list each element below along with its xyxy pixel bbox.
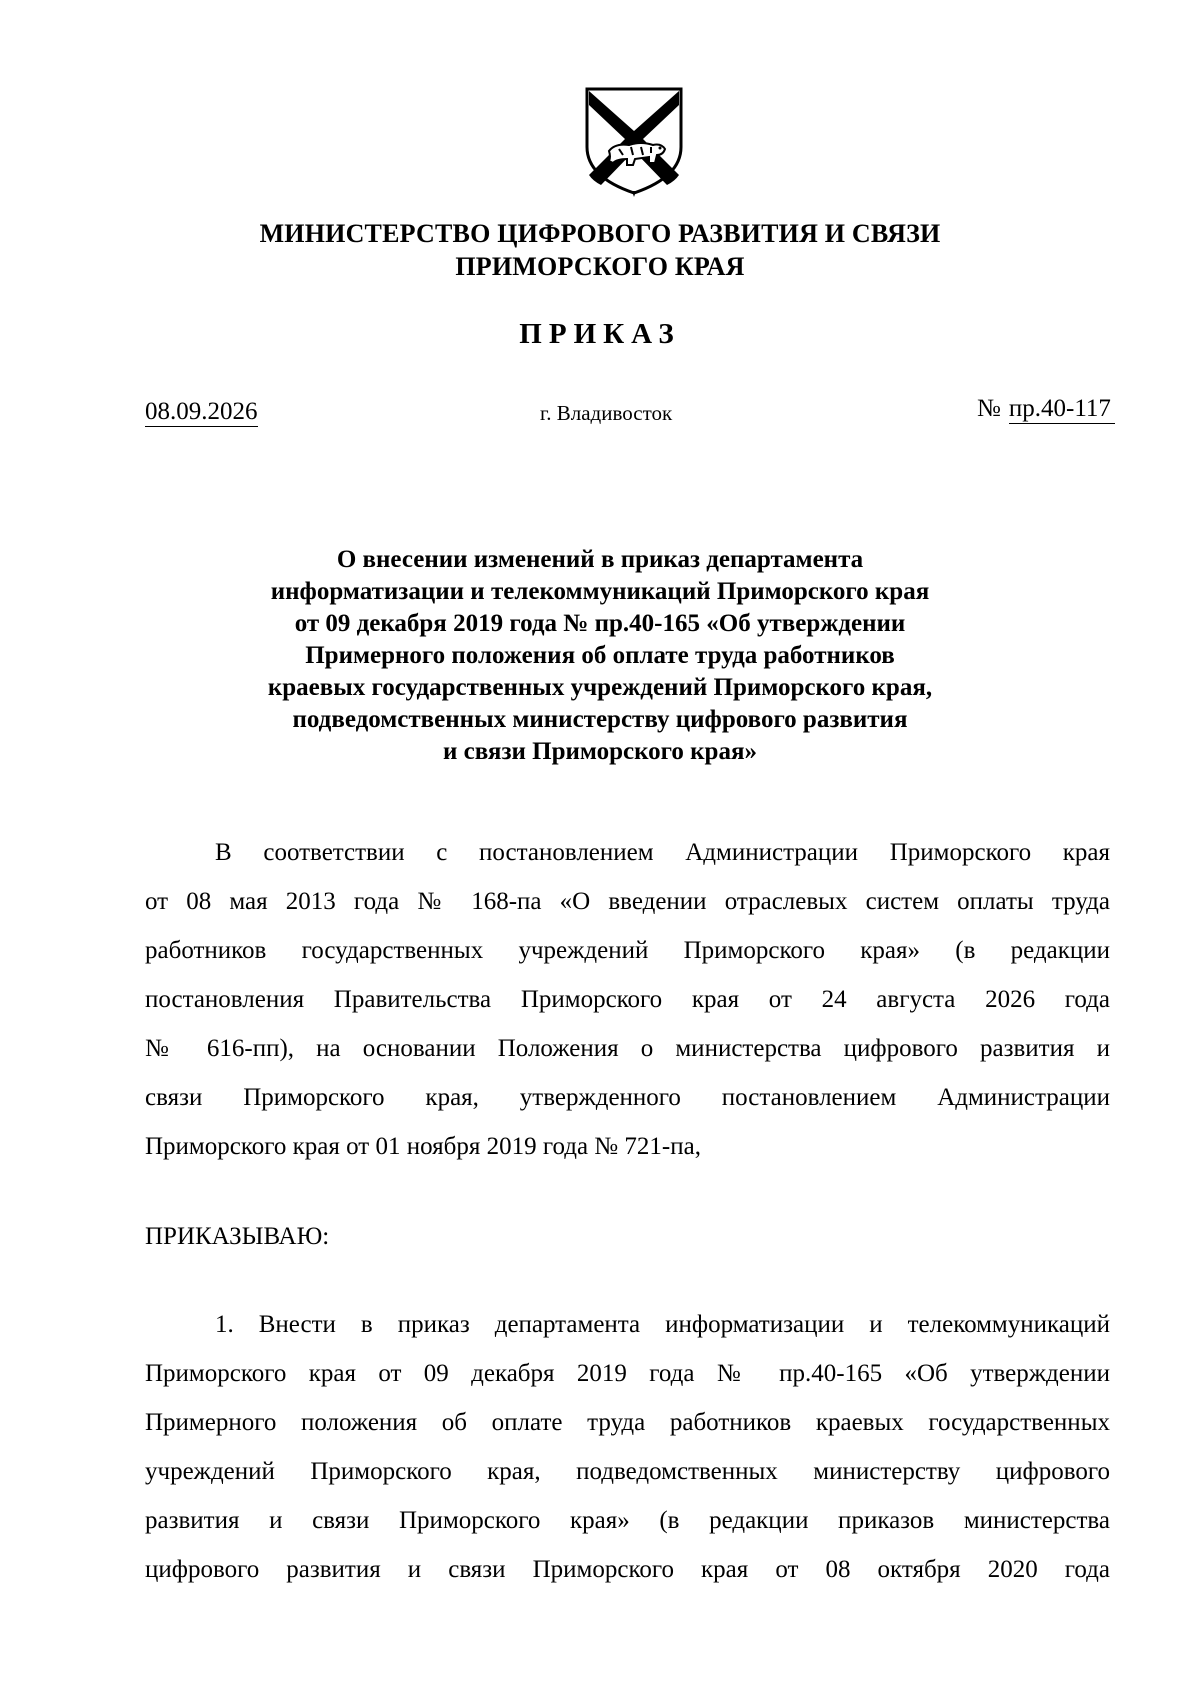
order-number-label: № <box>977 395 1001 422</box>
subject-line: Примерного положения об оплате труда работников <box>305 642 895 669</box>
item1-line: развития и связи Приморского края» (в редакции приказов министерства <box>145 1507 1110 1534</box>
subject-line: О внесении изменений в приказ департамента <box>336 546 864 573</box>
subject-line: информатизации и телекоммуникаций Приморского края <box>270 578 930 605</box>
primorsky-krai-coat-of-arms-icon <box>583 85 685 197</box>
subject-line: от 09 декабря 2019 года № пр.40-165 «Об утверждении <box>294 610 906 637</box>
organization-name-line1: МИНИСТЕРСТВО ЦИФРОВОГО РАЗВИТИЯ И СВЯЗИ <box>259 219 941 248</box>
item1-line: цифрового развития и связи Приморского края от 08 октября 2020 года <box>145 1556 1110 1583</box>
item1-line: учреждений Приморского края, подведомственных министерству цифрового <box>145 1458 1110 1485</box>
subject-line: краевых государственных учреждений Приморского края, <box>267 674 933 701</box>
order-city: г. Владивосток <box>540 401 673 425</box>
order-number-value: пр.40-117 <box>1009 395 1115 424</box>
preamble-line: № 616-пп), на основании Положения о министерства цифрового развития и <box>145 1035 1110 1062</box>
preamble-line: Приморского края от 01 ноября 2019 года № 721-па, <box>145 1133 701 1160</box>
order-subject <box>200 544 1000 768</box>
order-directive-word: ПРИКАЗЫВАЮ: <box>145 1223 330 1250</box>
organization-name-line2: ПРИМОРСКОГО КРАЯ <box>455 252 745 281</box>
item1-line: Приморского края от 09 декабря 2019 года № пр.40-165 «Об утверждении <box>145 1360 1110 1387</box>
subject-line: и связи Приморского края» <box>443 738 757 765</box>
preamble-line: постановления Правительства Приморского края от 24 августа 2026 года <box>145 986 1110 1013</box>
order-date: 08.09.2026 <box>145 398 258 425</box>
order-number <box>977 395 1115 424</box>
subject-line: подведомственных министерству цифрового развития <box>292 706 908 733</box>
preamble-line: В соответствии с постановлением Администрации Приморского края <box>215 839 1110 866</box>
document-type-title: ПРИКАЗ <box>519 318 681 350</box>
item1-line: 1. Внести в приказ департамента информатизации и телекоммуникаций <box>215 1311 1110 1338</box>
preamble-line: от 08 мая 2013 года № 168-па «О введении отраслевых систем оплаты труда <box>145 888 1110 915</box>
item1-line: Примерного положения об оплате труда работников краевых государственных <box>145 1409 1110 1436</box>
preamble-line: связи Приморского края, утвержденного постановлением Администрации <box>145 1084 1110 1111</box>
preamble-line: работников государственных учреждений Приморского края» (в редакции <box>145 937 1110 964</box>
